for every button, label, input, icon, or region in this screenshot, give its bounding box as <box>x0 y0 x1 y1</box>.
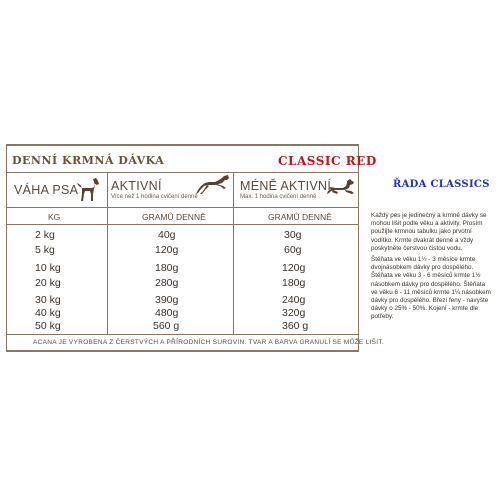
col-active-header: AKTIVNÍ <box>111 179 162 193</box>
left-border <box>6 144 7 351</box>
col-weight-header: VÁHA PSA <box>14 183 79 197</box>
side-series-title: ŘADA CLASSICS <box>393 179 490 190</box>
col-active-subtitle: Více než 1 hodina cvičení denně <box>111 194 198 200</box>
active-cell: 180g <box>155 262 179 274</box>
less-cell: 180g <box>282 277 306 289</box>
header-divider <box>6 172 359 173</box>
side-paragraph-general: Každý pes je jedinečný a krmné dávky se mohou lišit podle věku a aktivity. Prosím použijte krmnou tabulku jako prvotní vodítko. Krmte dvakrát denně a vždy poskytněte čerstvou čistou vodu. <box>371 212 487 252</box>
right-border <box>358 144 359 351</box>
table-footer-note: ACANA JE VYROBENA Z ČERSTVÝCH A PŘÍRODNÍCH SUROVIN. TVAR A BARVA GRANULÍ SE MŮŽE LIŠIT. <box>33 339 385 346</box>
active-cell: 280g <box>155 277 179 289</box>
weight-cell: 20 kg <box>35 277 61 289</box>
less-cell: 320g <box>282 307 306 319</box>
unit-kg: KG <box>48 212 61 222</box>
less-cell: 120g <box>282 262 306 274</box>
less-cell: 360 g <box>282 320 309 332</box>
active-cell: 390g <box>155 294 179 306</box>
side-description <box>371 212 493 325</box>
active-cell: 40g <box>158 229 176 241</box>
less-cell: 240g <box>282 294 306 306</box>
unit-active: GRAMŮ DENNĚ <box>142 212 206 222</box>
weight-cell: 50 kg <box>35 320 61 332</box>
unit-less: GRAMŮ DENNĚ <box>268 212 332 222</box>
lying-dog-icon <box>325 178 357 198</box>
weight-cell: 10 kg <box>35 262 61 274</box>
table-top-border <box>6 144 359 146</box>
table-bottom-border <box>6 334 359 335</box>
unit-row-bottom-divider <box>6 224 359 225</box>
weight-cell: 40 kg <box>35 307 61 319</box>
brand-label: CLASSIC RED <box>278 154 377 168</box>
col-less-header: MÉNĚ AKTIVNÍ <box>240 179 332 193</box>
col-divider-2 <box>233 172 234 334</box>
col-divider-1 <box>107 172 108 334</box>
footer-bottom-border <box>6 350 359 352</box>
table-title: DENNÍ KRMNÁ DÁVKA <box>12 154 165 167</box>
active-cell: 480g <box>155 307 179 319</box>
standing-dog-icon <box>75 176 103 204</box>
col-less-subtitle: Max. 1 hodina cvičení denně <box>240 194 317 200</box>
active-cell: 560 g <box>153 320 180 332</box>
side-paragraph-puppies: Štěňata ve věku 1½ - 3 měsíce krmte dvojnásobkem dávky pro dospělého. Štěňata ve věku 3 - 6 měsíců krmte 1½ násobkem dávky pro dospělého. Štěňata ve věku 6 - 11 měsíců krmte 1¼ násobkem dávky pro dospělého. Březí feny - navyšte dávky o 25% - 50%. Kojení - krmte dle potřeby. <box>371 256 491 321</box>
weight-cell: 2 kg <box>35 229 55 241</box>
weight-cell: 30 kg <box>35 294 61 306</box>
weight-cell: 5 kg <box>35 244 55 256</box>
active-cell: 120g <box>155 244 179 256</box>
unit-row-top-divider <box>6 207 359 208</box>
jumping-dog-icon <box>195 174 231 198</box>
less-cell: 60g <box>284 244 302 256</box>
less-cell: 30g <box>284 229 302 241</box>
